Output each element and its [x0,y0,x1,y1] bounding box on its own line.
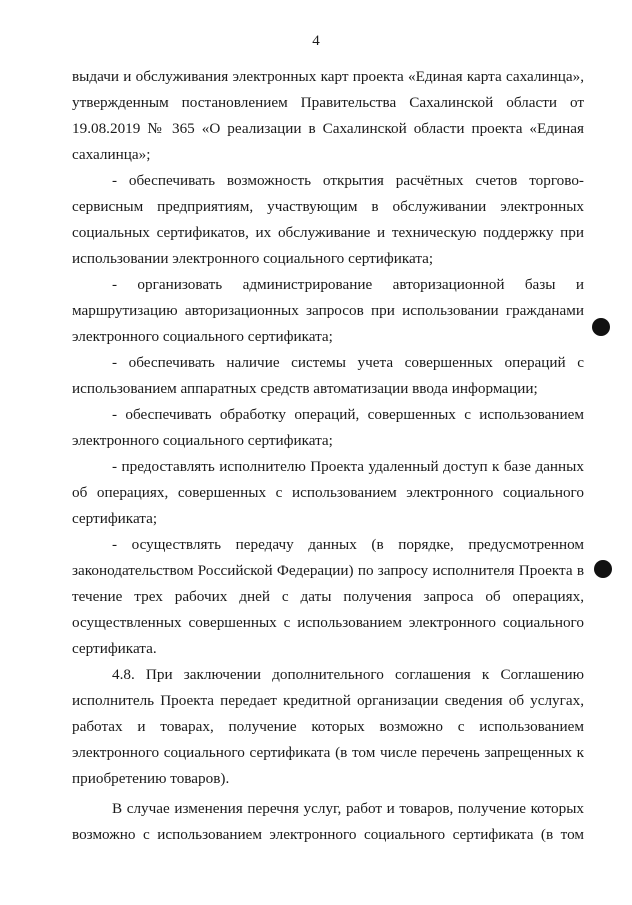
text-line: сервисным предприятиям, участвующим в обслуживании электронных [72,198,584,215]
text-line: сертификата; [72,510,158,527]
text-line: В случае изменения перечня услуг, работ и товаров, получение которых [112,800,584,817]
text-line: - обеспечивать обработку операций, совершенных с использованием [112,406,584,423]
text-line: работах и товарах, получение которых возможно с использованием [72,718,584,735]
text-line: использованием аппаратных средств автоматизации ввода информации; [72,380,538,397]
text-line: сахалинца»; [72,146,151,163]
text-line: - обеспечивать наличие системы учета совершенных операций с [112,354,584,371]
text-line: 4.8. При заключении дополнительного соглашения к Соглашению [112,666,584,683]
text-line: сертификата. [72,640,157,657]
text-line: приобретению товаров). [72,770,230,787]
text-line: - осуществлять передачу данных (в порядке, предусмотренном [112,536,584,553]
text-line: осуществленных совершенных с использованием электронного социального [72,614,584,631]
text-line: возможно с использованием электронного социального сертификата (в том [72,826,584,843]
text-line: - обеспечивать возможность открытия расчётных счетов торгово- [112,172,584,189]
text-line: течение трех рабочих дней с даты получения запроса об операциях, [72,588,584,605]
page-number: 4 [312,33,320,49]
text-line: электронного социального сертификата; [72,328,333,345]
text-line: электронного социального сертификата; [72,432,333,449]
text-line: исполнитель Проекта передает кредитной организации сведения об услугах, [72,692,584,709]
text-line: - предоставлять исполнителю Проекта удаленный доступ к базе данных [112,458,584,475]
text-line: выдачи и обслуживания электронных карт проекта «Единая карта сахалинца», [72,68,584,85]
text-line: маршрутизацию авторизационных запросов при использовании гражданами [72,302,584,319]
text-line: социальных сертификатов, их обслуживание и техническую поддержку при [72,224,584,241]
binder-hole-mark [592,318,610,336]
text-line: - организовать администрирование авторизационной базы и [112,276,584,293]
text-line: законодательством Российской Федерации) по запросу исполнителя Проекта в [72,562,584,579]
text-line: об операциях, совершенных с использованием электронного социального [72,484,584,501]
text-line: 19.08.2019 № 365 «О реализации в Сахалинской области проекта «Единая [72,120,584,137]
text-line: использовании электронного социального сертификата; [72,250,434,267]
text-line: электронного социального сертификата (в том числе перечень запрещенных к [72,744,584,761]
binder-hole-mark [594,560,612,578]
text-line: утвержденным постановлением Правительства Сахалинской области от [72,94,584,111]
